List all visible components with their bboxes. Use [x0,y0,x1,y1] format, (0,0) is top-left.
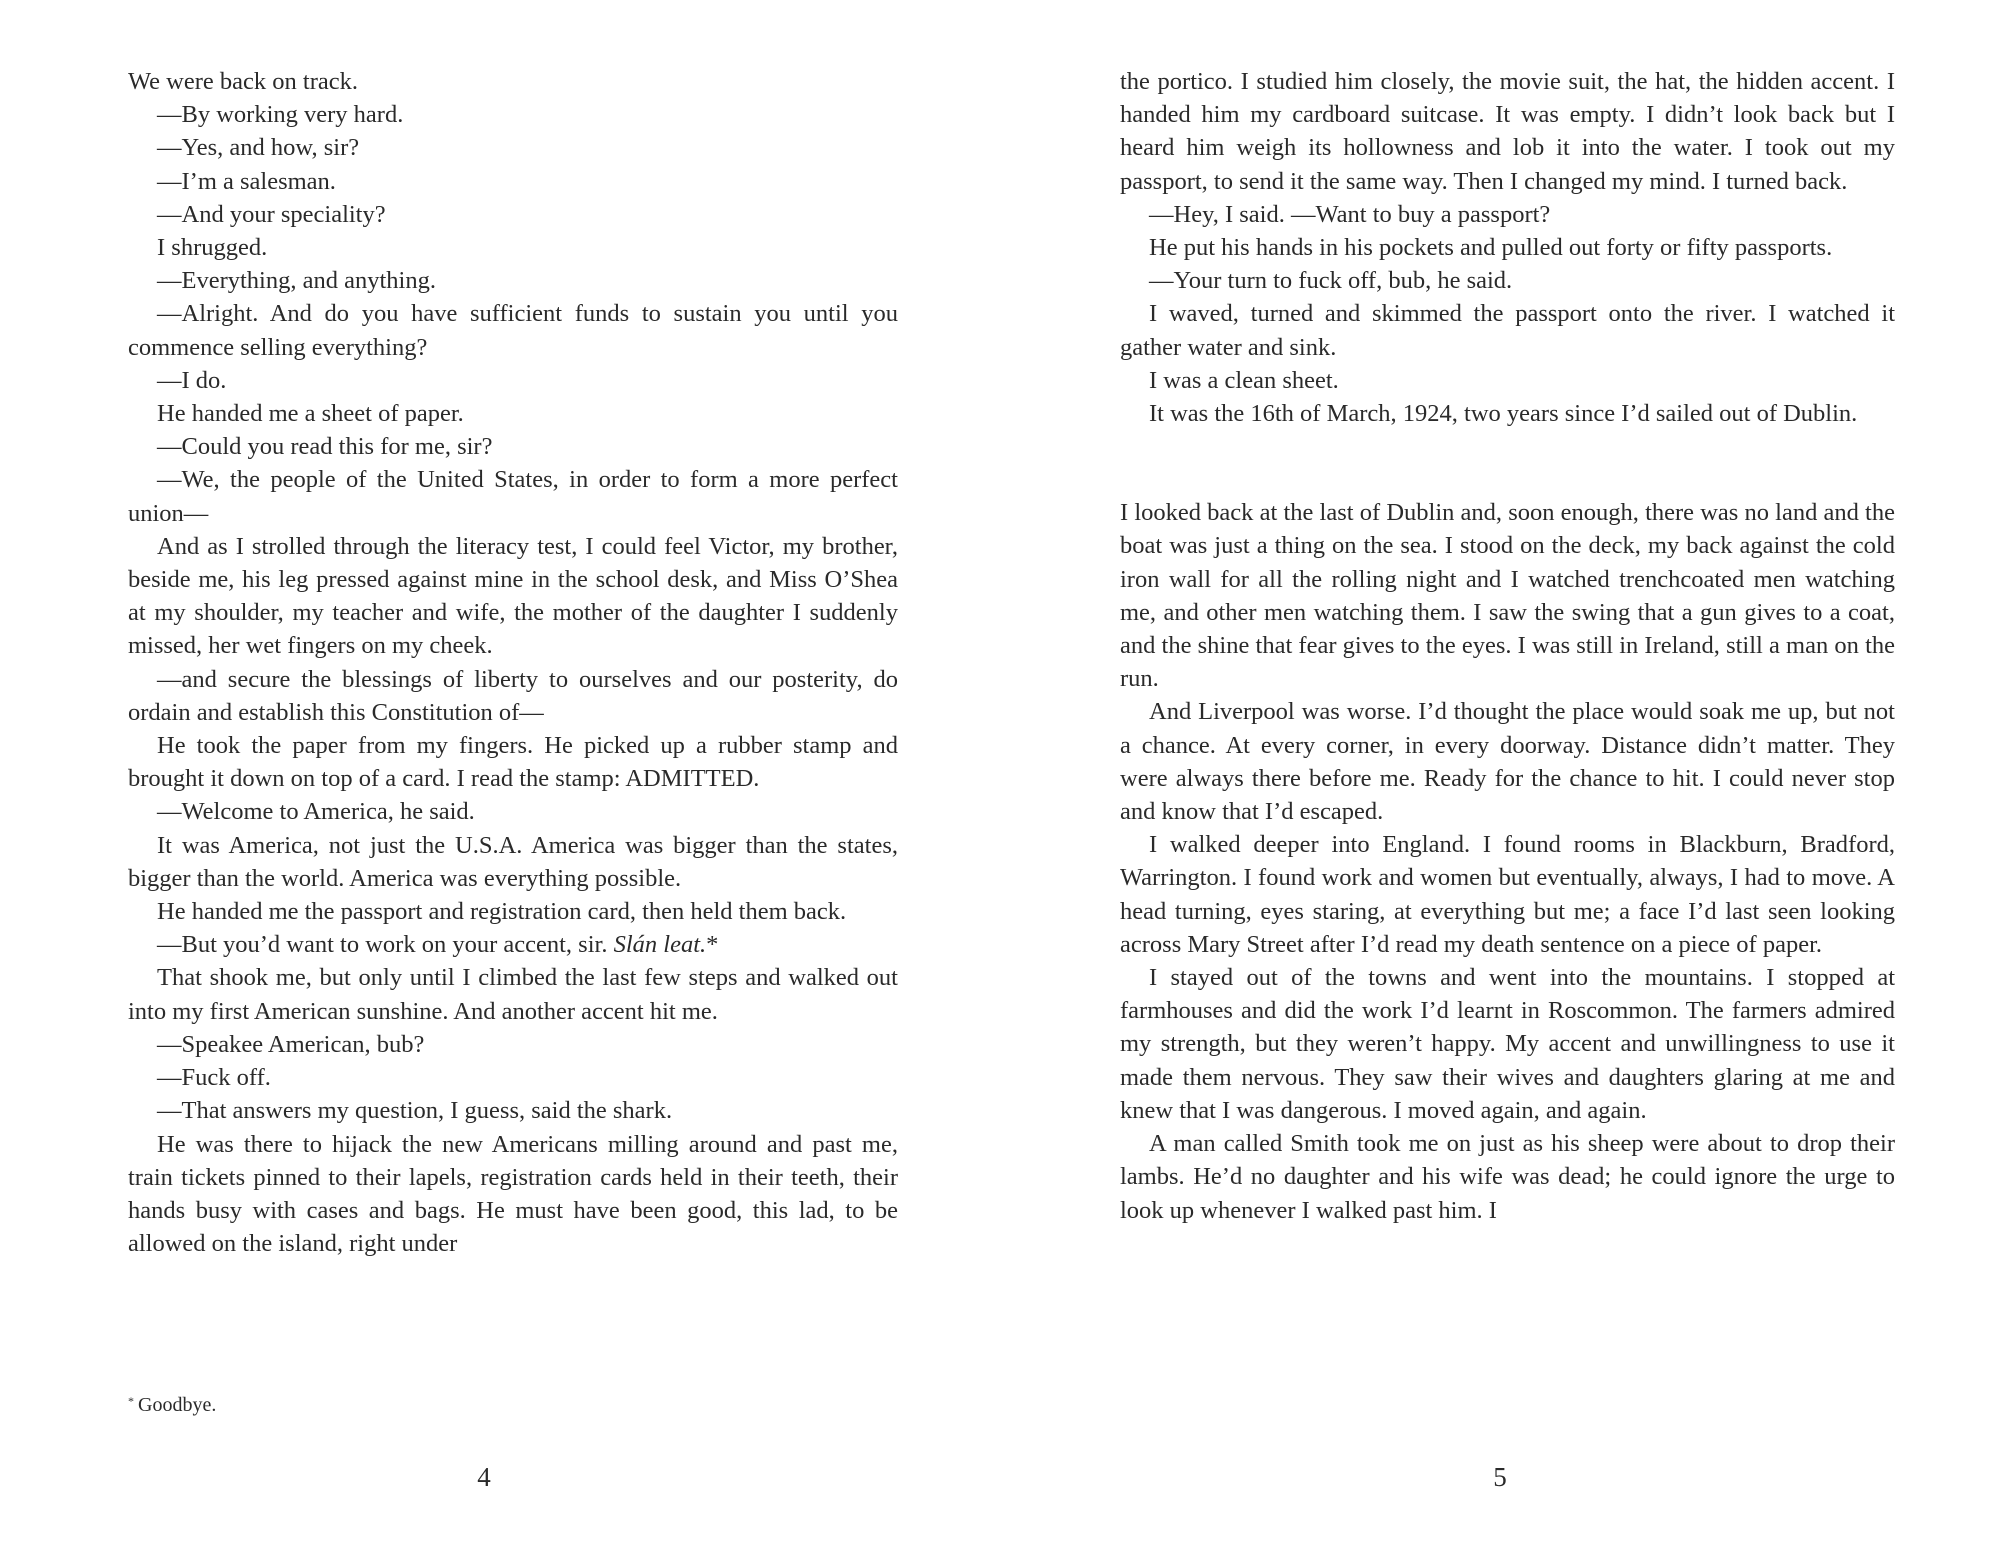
paragraph: —Your turn to fuck off, bub, he said. [1149,267,1513,295]
paragraph: And Liverpool was worse. I’d thought the place would soak me up, but not a chance. At every corner, in every doorway. Distance didn’t matter. They were always there before me. Ready for the chance to hit. I could never stop and know that I’d escaped. [1120,698,1895,826]
paragraph-with-footnote [128,928,898,961]
paragraph: —and secure the blessings of liberty to ourselves and our posterity, do ordain and establish this Constitution of— [128,665,898,726]
paragraph: He was there to hijack the new Americans milling around and past me, train tickets pinned to their lapels, registration cards held in their teeth, their hands busy with cases and bags. He must have been good, this lad, to be allowed on the island, right under [128,1130,898,1258]
paragraph: —We, the people of the United States, in order to form a more perfect union— [128,466,898,527]
paragraph: He handed me a sheet of paper. [157,400,464,428]
paragraph: —I’m a salesman. [157,167,336,195]
right-page [1000,0,2000,1559]
paragraph: —Yes, and how, sir? [157,134,360,162]
paragraph: —Everything, and anything. [157,267,436,295]
left-page-text [128,65,898,1260]
paragraph: I was a clean sheet. [1149,366,1339,394]
paragraph: —Could you read this for me, sir? [157,433,493,461]
paragraph: It was America, not just the U.S.A. America was bigger than the states, bigger than the world. America was everything possible. [128,831,898,892]
paragraph: I stayed out of the towns and went into the mountains. I stopped at farmhouses and did the work I’d learnt in Roscommon. The farmers admired my strength, but they weren’t happy. My accent and unwillingness to use it made them nervous. They saw their wives and daughters glaring at me and knew that I was dangerous. I moved again, and again. [1120,964,1895,1124]
paragraph: —I do. [157,366,227,394]
paragraph: —By working very hard. [157,101,404,129]
page-number: 5 [1493,1462,1507,1492]
paragraph: —That answers my question, I guess, said the shark. [157,1097,673,1125]
paragraph-text: —But you’d want to work on your accent, sir. [157,931,608,959]
right-page-text [1120,65,1895,1227]
paragraph: That shook me, but only until I climbed the last few steps and walked out into my first American sunshine. And another accent hit me. [128,964,898,1025]
paragraph: I shrugged. [157,234,268,262]
paragraph: He put his hands in his pockets and pulled out forty or fifty passports. [1149,234,1833,262]
paragraph: He took the paper from my fingers. He picked up a rubber stamp and brought it down on top of a card. I read the stamp: ADMITTED. [128,732,898,793]
paragraph: —And your speciality? [157,200,386,228]
paragraph: He handed me the passport and registration card, then held them back. [157,898,847,926]
paragraph: And as I strolled through the literacy test, I could feel Victor, my brother, beside me, his leg pressed against mine in the school desk, and Miss O’Shea at my shoulder, my teacher and wife, the mother of the daughter I suddenly missed, her wet fingers on my cheek. [128,532,898,660]
footnote-text: Goodbye. [138,1394,217,1416]
paragraph: —Speakee American, bub? [157,1030,425,1058]
section-opening-paragraph: I looked back at the last of Dublin and, soon enough, there was no land and the boat was just a thing on the sea. I stood on the deck, my back against the cold iron wall for all the rolling night and I watched trenchcoated men watching me, and other men watching them. I saw the swing that a gun gives to a coat, and the shine that fear gives to the eyes. I was still in Ireland, still a man on the run. [1120,499,1895,693]
paragraph: —Fuck off. [157,1064,271,1092]
paragraph: I waved, turned and skimmed the passport onto the river. I watched it gather water and sink. [1120,300,1895,361]
paragraph: —Hey, I said. —Want to buy a passport? [1149,200,1551,228]
footnote-marker: * [128,1394,134,1408]
footnote-marker: * [706,931,719,959]
paragraph: —Welcome to America, he said. [157,798,475,826]
footnote [128,1394,216,1417]
paragraph: —Alright. And do you have sufficient funds to sustain you until you commence selling everything? [128,300,898,361]
paragraph: I walked deeper into England. I found rooms in Blackburn, Bradford, Warrington. I found work and women but eventually, always, I had to move. A head turning, eyes staring, at everything but me; a face I’d last seen looking across Mary Street after I’d read my death sentence on a piece of paper. [1120,831,1895,958]
paragraph: It was the 16th of March, 1924, two years since I’d sailed out of Dublin. [1149,400,1858,428]
italic-phrase: Slán leat. [613,931,707,959]
paragraph: A man called Smith took me on just as his sheep were about to drop their lambs. He’d no daughter and his wife was dead; he could ignore the urge to look up whenever I walked past him. I [1120,1130,1895,1224]
paragraph: the portico. I studied him closely, the movie suit, the hat, the hidden accent. I handed him my cardboard suitcase. It was empty. I didn’t look back but I heard him weigh its hollowness and lob it into the water. I took out my passport, to send it the same way. Then I changed my mind. I turned back. [1120,68,1895,195]
page-number: 4 [477,1462,491,1492]
paragraph: We were back on track. [128,68,358,95]
